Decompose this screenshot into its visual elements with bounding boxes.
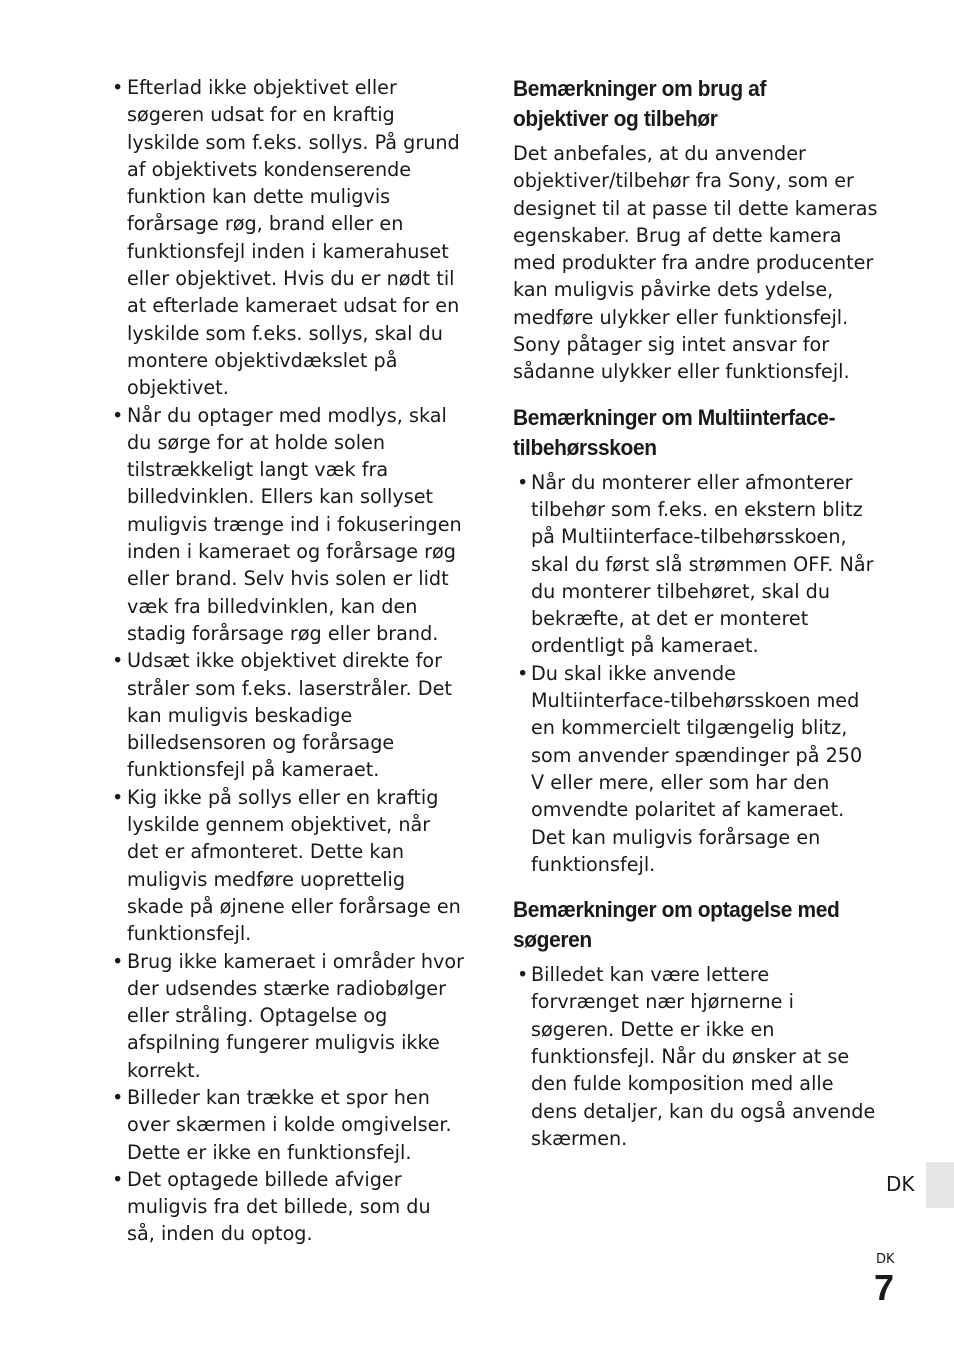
heading-line: objektiver og tilbehør	[513, 106, 718, 131]
list-item: • Når du optager med modlys, skal du sørge for at holde solen tilstrækkeligt langt væk fra billedvinklen. Ellers kan sollyset muligvis trænge ind i fokuseringen inden i kameraet og forårsage røg eller brand. Selv hvis solen er lidt væk fra billedvinklen, kan den stadig forårsage røg eller brand.	[112, 402, 464, 648]
heading-line: Bemærkninger om optagelse med	[513, 897, 840, 923]
right-column	[513, 74, 878, 1169]
list-item: • Når du monterer eller afmonterer tilbehør som f.eks. en ekstern blitz på Multiinterface-tilbehørsskoen, skal du først slå strømmen OFF. Når du monterer tilbehøret, skal du bekræfte, at det er monteret ordentligt på kameraet.	[513, 469, 878, 660]
section-heading	[513, 895, 852, 955]
list-item: • Du skal ikke anvende Multiinterface-tilbehørsskoen med en kommercielt tilgængelig blitz, som anvender spændinger på 250 V eller mere, eller som har den omvendte polaritet af kameraet. Det kan muligvis forårsage en funktionsfejl.	[513, 660, 878, 878]
page-number: 7	[874, 1267, 895, 1308]
page-language: DK	[876, 1252, 895, 1267]
section-viewfinder	[513, 895, 878, 1152]
section-body: Det anbefales, at du anvender objektiver/tilbehør fra Sony, som er designet til at passe til dette kameras egenskaber. Brug af dette kamera med produkter fra andre producenter kan muligvis påvirke dets ydelse, medføre ulykker eller funktionsfejl. Sony påtager sig intet ansvar for sådanne ulykker eller funktionsfejl.	[513, 142, 878, 384]
heading-line: tilbehørsskoen	[513, 434, 657, 460]
list-item: • Brug ikke kameraet i områder hvor der udsendes stærke radiobølger eller stråling. Optagelse og afspilning fungerer muligvis ikke korrekt.	[112, 948, 464, 1084]
section-lenses-accessories	[513, 74, 878, 386]
section-bullets	[513, 469, 878, 878]
list-item: • Det optagede billede afviger muligvis fra det billede, som du så, inden du optog.	[112, 1166, 464, 1248]
list-item: • Billeder kan trække et spor hen over skærmen i kolde omgivelser. Dette er ikke en funktionsfejl.	[112, 1084, 464, 1166]
list-item: • Billedet kan være lettere forvrænget nær hjørnerne i søgeren. Dette er ikke en funktionsfejl. Når du ønsker at se den fulde komposition med alle dens detaljer, kan du også anvende skærmen.	[513, 961, 878, 1152]
list-item: • Efterlad ikke objektivet eller søgeren udsat for en kraftig lyskilde som f.eks. sollys. På grund af objektivets kondenserende funktion kan dette muligvis forårsage røg, brand eller en funktionsfejl inden i kamerahuset eller objektivet. Hvis du er nødt til at efterlade kameraet udsat for en lyskilde som f.eks. sollys, skal du montere objektivdækslet på objektivet.	[112, 74, 464, 402]
caution-list	[112, 74, 464, 1248]
section-heading	[513, 74, 852, 134]
list-item: • Kig ikke på sollys eller en kraftig lyskilde gennem objektivet, når det er afmonteret. Dette kan muligvis medføre uoprettelig skade på øjnene eller forårsage en funktionsfejl.	[112, 784, 464, 948]
heading-line: Bemærkninger om Multiinterface-	[513, 404, 836, 430]
language-side-tab	[926, 1162, 954, 1208]
list-item: • Udsæt ikke objektivet direkte for stråler som f.eks. laserstråler. Det kan muligvis beskadige billedsensoren og forårsage funktionsfejl på kameraet.	[112, 647, 464, 783]
section-heading	[513, 403, 852, 463]
section-bullets	[513, 961, 878, 1152]
heading-line: Bemærkninger om brug af	[513, 76, 767, 101]
heading-line: søgeren	[513, 927, 592, 953]
section-multi-interface-shoe	[513, 403, 878, 878]
left-column	[112, 74, 464, 1248]
language-tab-label: DK	[886, 1172, 915, 1196]
